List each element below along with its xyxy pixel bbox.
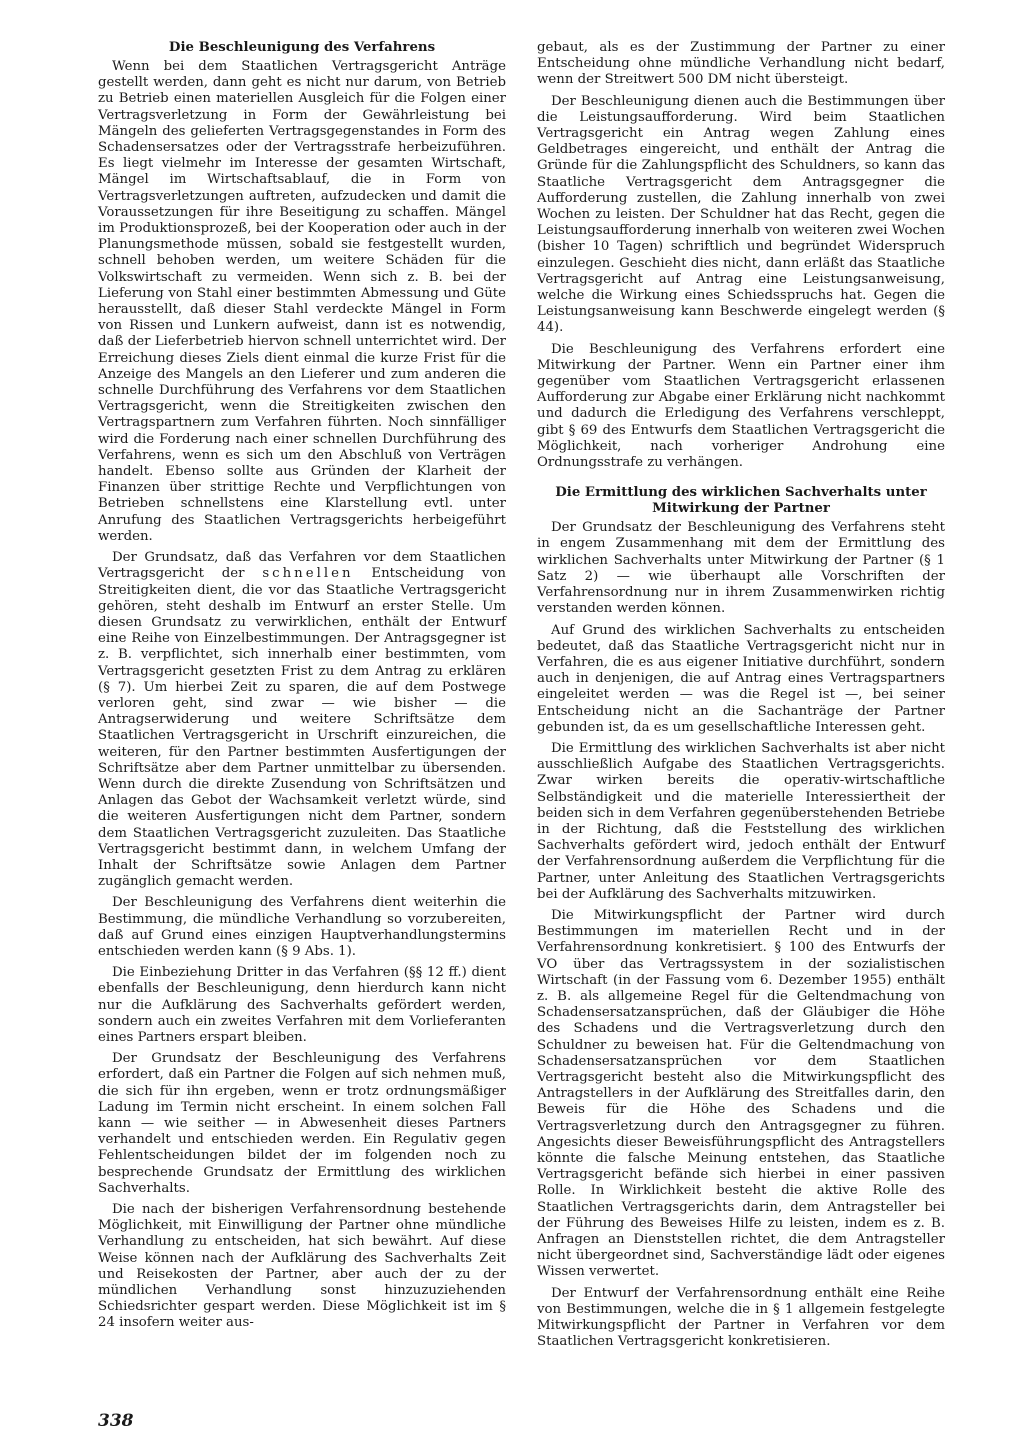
paragraph: Wenn bei dem Staatlichen Vertragsgericht Anträge gestellt werden, dann geht es nicht nur darum, von Betrieb zu Betrieb einen materiellen Ausgleich für die Folgen einer Vertragsverletzung in Form der Gewährleistung bei Mängeln des gelieferten Vertragsgegenstandes in Form des Schadensersatzes oder der Vertragsstrafe herbeizuführen. Es liegt vielmehr im Interesse der gesamten Wirtschaft, Mängel im Wirtschaftsablauf, die in Form von Vertragsverletzungen auftreten, aufzudecken und damit die Voraussetzungen für ihre Beseitigung zu schaffen. Mängel im Produktionsprozeß, bei der Kooperation oder auch in der Planungsmethode müssen, sobald sie festgestellt wurden, schnell behoben werden, um weitere Schäden für die Volkswirtschaft zu vermeiden. Wenn sich z. B. bei der Lieferung von Stahl einer bestimmten Abmessung und Güte herausstellt, daß dieser Stahl verdeckte Mängel in Form von Rissen und Lunkern aufweist, dann ist es notwendig, daß der Lieferbetrieb hiervon schnell unterrichtet wird. Der Erreichung dieses Ziels dient einmal die kurze Frist für die Anzeige des Mangels an den Lieferer und zum anderen die schnelle Durchführung des Verfahrens vor dem Staatlichen Vertragsgericht, wenn die Streitigkeiten zwischen den Vertragspartnern zum Verfahren führten. Noch sinnfälliger wird die Forderung nach einer schnellen Durchführung des Verfahrens, wenn es sich um den Abschluß von Verträgen handelt. Ebenso sollte aus Gründen der Klarheit der Finanzen über strittige Rechte und Verpflichtungen von Betrieben schnellstens eine Klarstellung evtl. unter Anrufung des Staatlichen Vertragsgerichts herbeigeführt werden. xyxy=(98,59,506,544)
right-column xyxy=(537,40,945,1355)
paragraph: Der Grundsatz der Beschleunigung des Verfahrens steht in engem Zusammenhang mit dem der Ermittlung des wirklichen Sachverhalts unter Mitwirkung der Partner (§ 1 Satz 2) — wie überhaupt alle Vorschriften der Verfahrensordnung nur in ihrem Zusammenwirken richtig verstanden werden können. xyxy=(537,520,945,617)
paragraph: Der Grundsatz der Beschleunigung des Verfahrens erfordert, daß ein Partner die Folgen auf sich nehmen muß, die sich für ihn ergeben, wenn er trotz ordnungsmäßiger Ladung im Termin nicht erscheint. In einem solchen Fall kann — wie seither — in Abwesenheit dieses Partners verhandelt und entschieden werden. Ein Regulativ gegen Fehlentscheidungen bildet der im folgenden noch zu besprechende Grundsatz der Ermittlung des wirklichen Sachverhalts. xyxy=(98,1051,506,1196)
paragraph: Der Beschleunigung des Verfahrens dient weiterhin die Bestimmung, die mündliche Verhandlung so vorzubereiten, daß auf Grund eines einzigen Hauptverhandlungstermins entschieden werden kann (§ 9 Abs. 1). xyxy=(98,895,506,959)
paragraph: Der Entwurf der Verfahrensordnung enthält eine Reihe von Bestimmungen, welche die in § 1 allgemein festgelegte Mitwirkungspflicht der Partner in Verfahren vor dem Staatlichen Vertragsgericht konkretisieren. xyxy=(537,1285,945,1350)
paragraph: Die Einbeziehung Dritter in das Verfahren (§§ 12 ff.) dient ebenfalls der Beschleunigung, denn hierdurch kann nicht nur die Aufklärung des Sachverhalts gefördert werden, sondern auch ein zweites Verfahren mit dem Vorlieferanten eines Partners erspart bleiben. xyxy=(98,965,506,1045)
paragraph-text: Entscheidung von Streitigkeiten dient, die vor das Staatliche Vertragsgericht gehören, steht deshalb im Entwurf an erster Stelle. Um diesen Grundsatz zu verwirklichen, enthält der Entwurf eine Reihe von Einzelbestimmungen. Der Antragsgegner ist z. B. verpflichtet, sich innerhalb einer bestimmten, vom Vertragsgericht gesetzten Frist zu dem Antrag zu erklären (§ 7). Um hierbei Zeit zu sparen, die auf dem Postwege verloren geht, sind zwar — wie bisher — die Antragserwiderung und weitere Schriftsätze dem Staatlichen Vertragsgericht in Urschrift einzureichen, die weiteren, für den Partner bestimmten Ausfertigungen der Schriftsätze aber dem Partner unmittelbar zu übersenden. Wenn durch die direkte Zusendung von Schriftsätzen und Anlagen das Gebot der Wachsamkeit verletzt würde, sind die weiteren Ausfertigungen nicht dem Partner, sondern dem Staatlichen Vertragsgericht zuzuleiten. Das Staatliche Vertragsgericht bestimmt dann, in welchem Umfang der Inhalt der Schriftsätze sowie Anlagen dem Partner zugänglich gemacht werden. xyxy=(98,566,506,890)
paragraph: Die Mitwirkungspflicht der Partner wird durch Bestimmungen im materiellen Recht und in der Verfahrensordnung konkretisiert. § 100 des Entwurfs der VO über das Vertragssystem in der sozialistischen Wirtschaft (in der Fassung vom 6. Dezember 1955) enthält z. B. als allgemeine Regel für die Geltendmachung von Schadensersatzansprüchen, daß der Gläubiger die Höhe des Schadens und die Vertragsverletzung durch den Schuldner zu beweisen hat. Für die Geltendmachung von Schadensersatzansprüchen vor dem Staatlichen Vertragsgericht besteht also die Mitwirkungspflicht des Antragstellers in der Aufklärung des Streitfalles darin, den Beweis für die Höhe des Schadens und die Vertragsverletzung durch den Antragsgegner zu führen. Angesichts dieser Beweisführungspflicht des Antragstellers könnte die falsche Meinung entstehen, das Staatliche Vertragsgericht befände sich hierbei in einer passiven Rolle. In Wirklichkeit besteht die aktive Rolle des Staatlichen Vertragsgerichts darin, dem Antragsteller bei der Führung des Beweises Hilfe zu leisten, indem es z. B. Anfragen an Dienststellen richtet, die dem Antragsteller nicht übergeordnet sind, Sachverständige lädt oder eigenes Wissen verwertet. xyxy=(537,907,945,1280)
page-number: 338 xyxy=(98,1411,134,1431)
paragraph: Auf Grund des wirklichen Sachverhalts zu entscheiden bedeutet, daß das Staatliche Vertragsgericht nicht nur in Verfahren, die es aus eigener Initiative durchführt, sondern auch in denjenigen, die auf Antrag eines Vertragspartners eingeleitet werden — was die Regel ist —, bei seiner Entscheidung nicht an die Sachanträge der Partner gebunden ist, da es um gesellschaftliche Interessen geht. xyxy=(537,622,945,735)
emphasized-word: schnellen xyxy=(262,566,354,582)
paragraph: Die Ermittlung des wirklichen Sachverhalts ist aber nicht ausschließlich Aufgabe des Staatlichen Vertragsgerichts. Zwar wirken bereits die operativ-wirtschaftliche Selbständigkeit und die materielle Interessiertheit der beiden sich in dem Verfahren gegenüberstehenden Betriebe in der Richtung, daß die Feststellung des wirklichen Sachverhalts gefördert wird, jedoch enthält der Entwurf der Verfahrensordnung außerdem die Verpflichtung für die Partner, unter Anleitung des Staatlichen Vertragsgerichts bei der Aufklärung des Sachverhalts mitzuwirken. xyxy=(537,740,945,902)
paragraph: Die Beschleunigung des Verfahrens erfordert eine Mitwirkung der Partner. Wenn ein Partner einer ihm gegenüber vom Staatlichen Vertragsgericht erlassenen Aufforderung zur Abgabe einer Erklärung nicht nachkommt und dadurch die Erledigung des Verfahrens verschleppt, gibt § 69 des Entwurfs dem Staatlichen Vertragsgericht die Möglichkeit, nach vorheriger Androhung eine Ordnungsstrafe zu verhängen. xyxy=(537,341,945,471)
paragraph: Der Beschleunigung dienen auch die Bestimmungen über die Leistungsaufforderung. Wird beim Staatlichen Vertragsgericht ein Antrag wegen Zahlung eines Geldbetrages eingereicht, und enthält der Antrag die Gründe für die Zahlungspflicht des Schuldners, so kann das Staatliche Vertragsgericht dem Antragsgegner die Aufforderung zustellen, die Zahlung innerhalb von zwei Wochen zu leisten. Der Schuldner hat das Recht, gegen die Leistungsaufforderung innerhalb von weiteren zwei Wochen (bisher 10 Tagen) schriftlich und begründet Widerspruch einzulegen. Geschieht dies nicht, dann erläßt das Staatliche Vertragsgericht auf Antrag eine Leistungsanweisung, welche die Wirkung eines Schiedsspruchs hat. Gegen die Leistungsanweisung kann Beschwerde eingelegt werden (§ 44). xyxy=(537,93,945,336)
left-column xyxy=(98,40,506,1337)
paragraph-text: Der Grundsatz, daß das Verfahren vor dem Staatlichen Vertragsgericht der xyxy=(98,550,506,582)
paragraph xyxy=(98,550,506,890)
section-heading-beschleunigung: Die Beschleunigung des Verfahrens xyxy=(168,40,436,55)
paragraph-continuation: gebaut, als es der Zustimmung der Partner zu einer Entscheidung ohne mündliche Verhandlung nicht bedarf, wenn der Streitwert 500 DM nicht übersteigt. xyxy=(537,40,945,88)
paragraph: Die nach der bisherigen Verfahrensordnung bestehende Möglichkeit, mit Einwilligung der Partner ohne mündliche Verhandlung zu entscheiden, hat sich bewährt. Auf diese Weise können nach der Aufklärung des Sachverhalts Zeit und Reisekosten der Partner, aber auch der zu der mündlichen Verhandlung sonst hinzuzuziehenden Schiedsrichter gespart werden. Diese Möglichkeit ist im § 24 insofern weiter aus- xyxy=(98,1202,506,1331)
section-heading-sachverhalt: Die Ermittlung des wirklichen Sachverhalts unter Mitwirkung der Partner xyxy=(555,485,927,517)
